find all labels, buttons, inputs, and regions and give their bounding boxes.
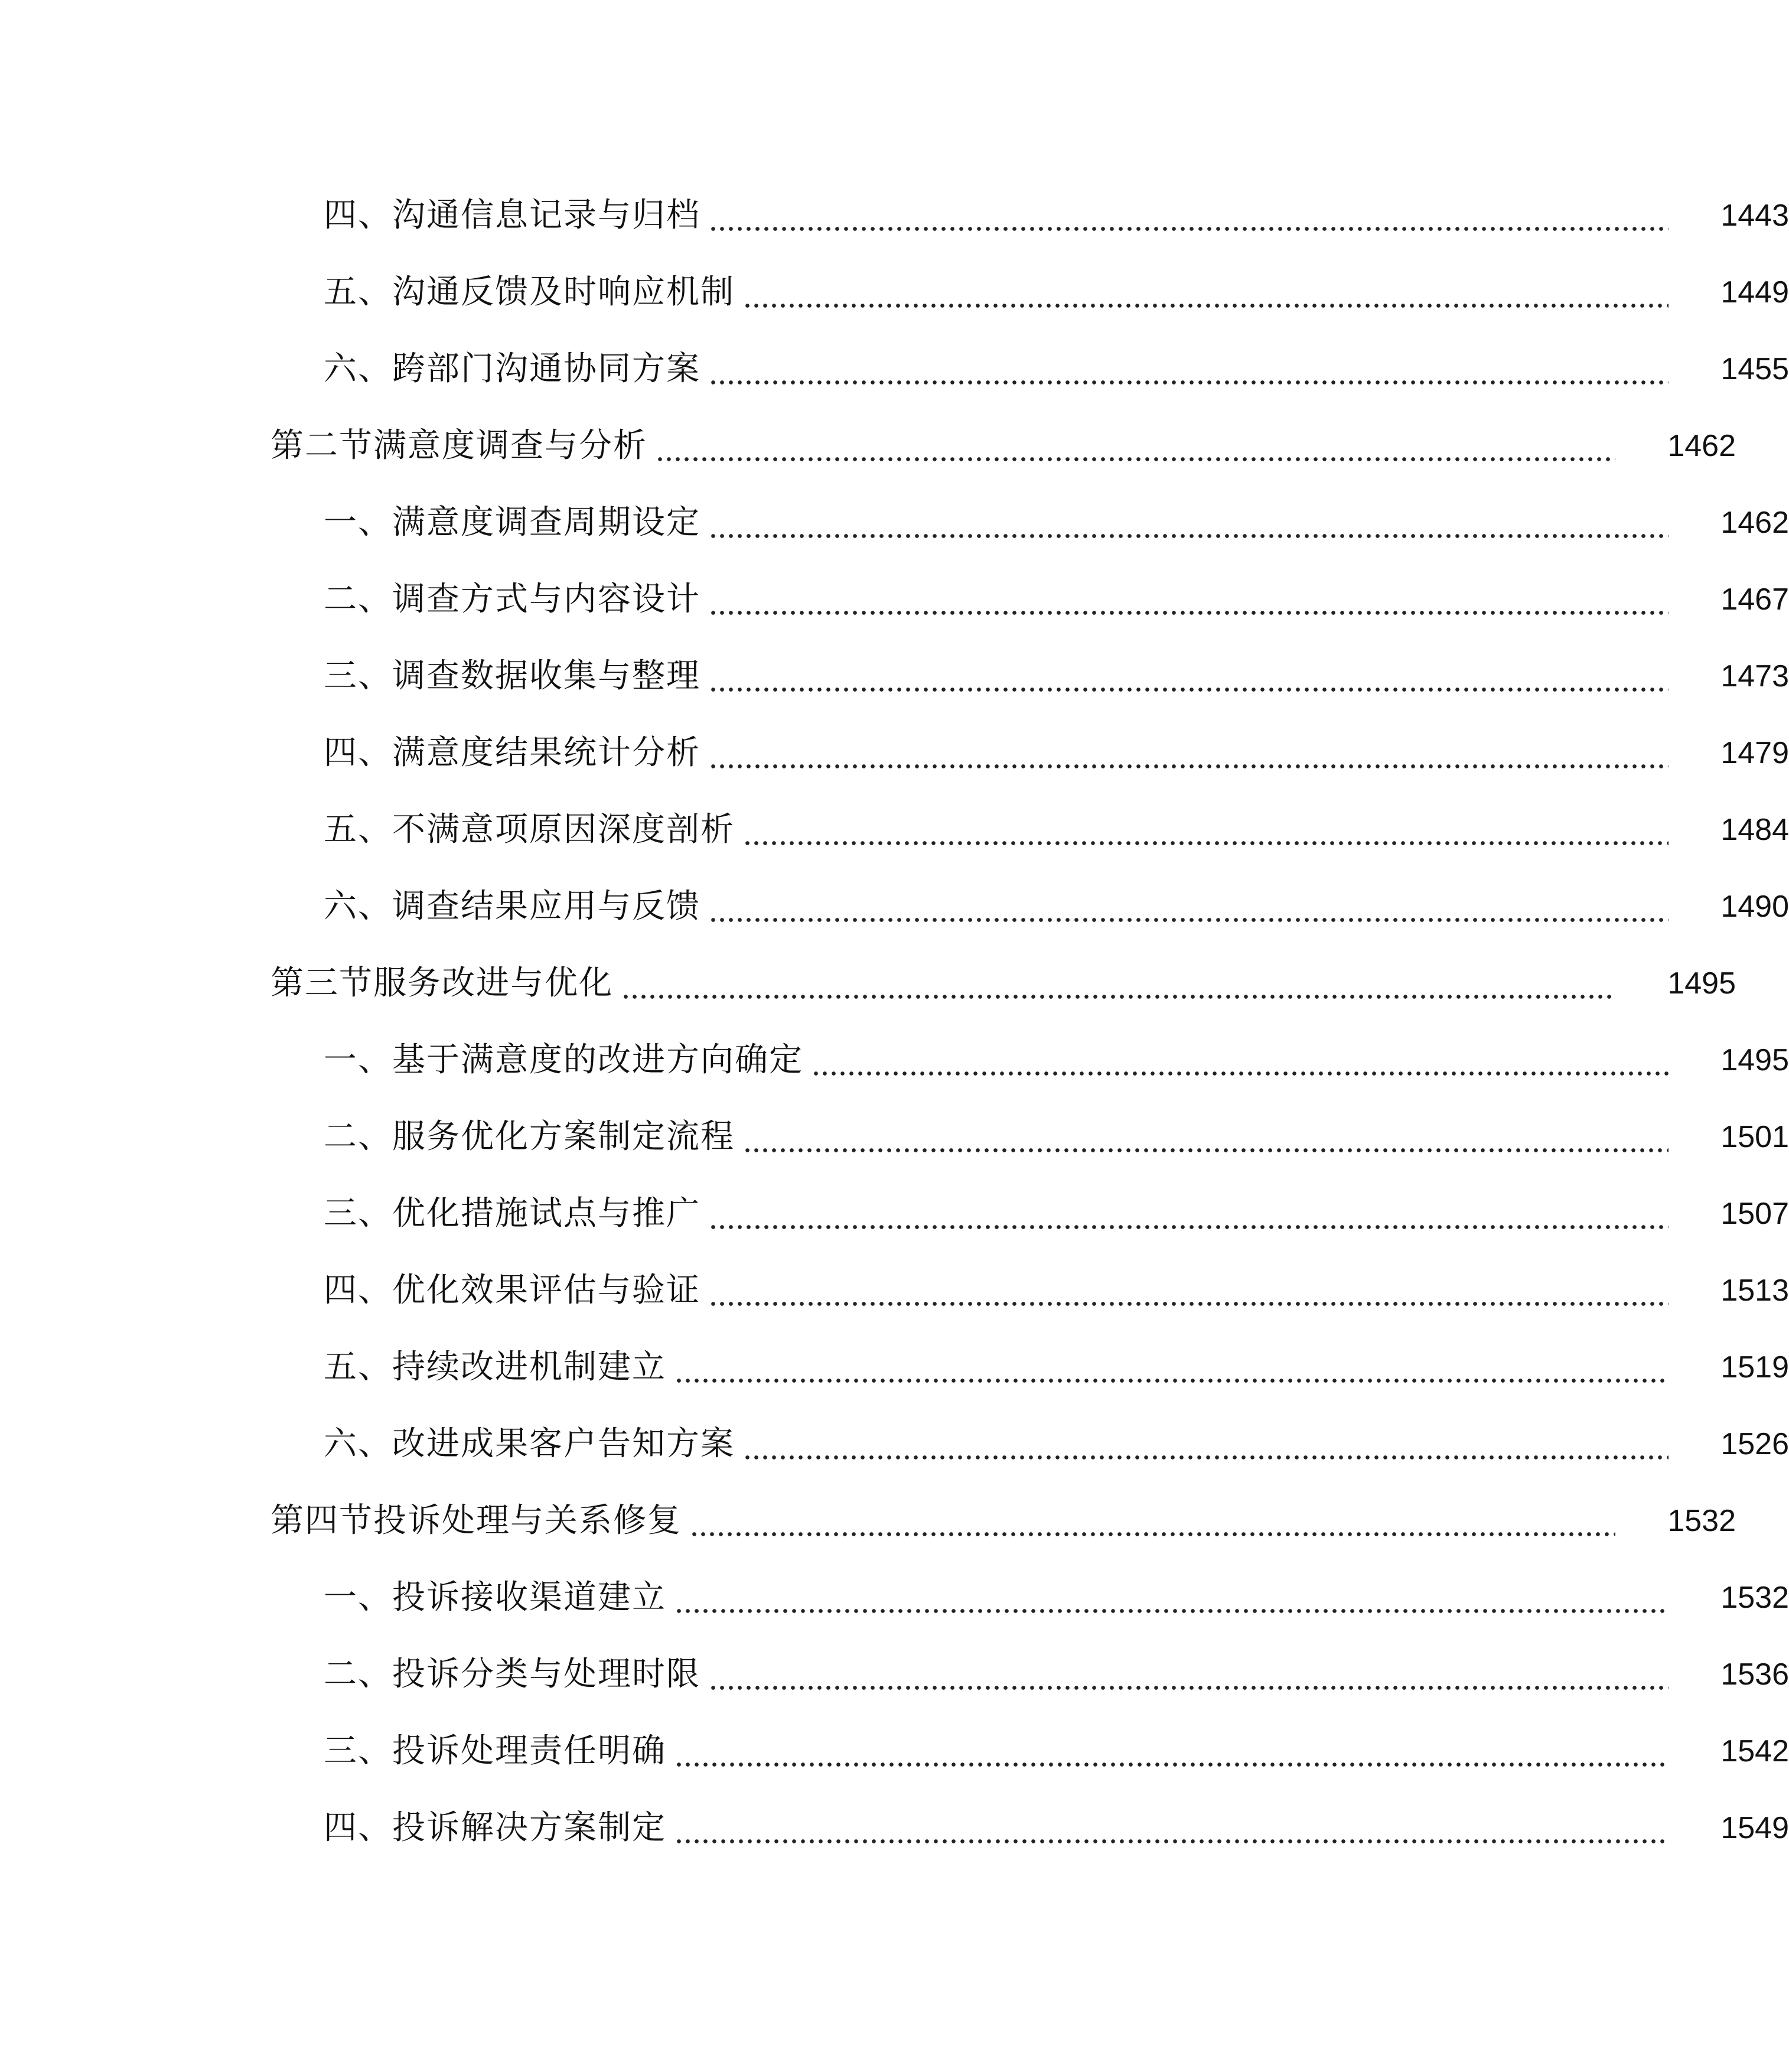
dot-leader <box>709 659 1669 694</box>
dot-leader <box>743 1119 1669 1155</box>
toc-page-number: 1449 <box>1720 275 1789 310</box>
toc-entry-wrap <box>0 1028 1789 1093</box>
toc-entry[interactable] <box>0 1258 1789 1323</box>
toc-entry[interactable] <box>0 644 1789 709</box>
dot-leader <box>656 428 1615 464</box>
toc-entry-wrap <box>0 797 1789 862</box>
toc-section-entry[interactable] <box>0 413 1736 478</box>
toc-entry-label: 一、满意度调查周期设定 <box>324 503 700 542</box>
toc-page-number: 1501 <box>1720 1120 1789 1154</box>
dot-leader <box>709 582 1669 617</box>
toc-section-entry[interactable] <box>0 1488 1736 1553</box>
toc-page-number: 1462 <box>1720 506 1789 540</box>
toc-entry[interactable] <box>0 567 1789 632</box>
toc-entry-label: 第三节服务改进与优化 <box>271 964 613 1002</box>
toc-entry-wrap <box>0 1412 1789 1477</box>
dot-leader <box>709 735 1669 771</box>
toc-entry-wrap <box>0 260 1789 325</box>
toc-entry-label: 第四节投诉处理与关系修复 <box>271 1501 682 1540</box>
dot-leader <box>674 1580 1669 1615</box>
toc-entry-wrap <box>0 337 1789 402</box>
toc-entry-label: 二、调查方式与内容设计 <box>324 580 700 618</box>
toc-page-number: 1443 <box>1720 198 1789 233</box>
toc-entry-label: 六、跨部门沟通协同方案 <box>324 350 700 388</box>
toc-entry[interactable] <box>0 490 1789 555</box>
toc-entry-wrap <box>0 1796 1789 1861</box>
toc-entry[interactable] <box>0 260 1789 325</box>
dot-leader <box>674 1810 1669 1846</box>
toc-page-number: 1455 <box>1720 352 1789 386</box>
toc-entry-wrap <box>0 413 1736 478</box>
toc-entry-wrap <box>0 1488 1736 1553</box>
toc-page-number: 1542 <box>1720 1734 1789 1768</box>
toc-entry-wrap <box>0 1105 1789 1169</box>
dot-leader <box>743 1426 1669 1462</box>
dot-leader <box>812 1042 1669 1078</box>
toc-page-number: 1495 <box>1720 1043 1789 1077</box>
toc-entry-wrap <box>0 721 1789 786</box>
dot-leader <box>621 966 1615 1001</box>
dot-leader <box>709 889 1669 924</box>
toc-page-number: 1467 <box>1720 582 1789 617</box>
toc-entry[interactable] <box>0 1796 1789 1861</box>
toc-entry-wrap <box>0 183 1789 248</box>
dot-leader <box>674 1734 1669 1769</box>
toc-entry[interactable] <box>0 1412 1789 1477</box>
toc-entry-wrap <box>0 1642 1789 1707</box>
toc-entry-wrap <box>0 1719 1789 1784</box>
toc-entry[interactable] <box>0 1719 1789 1784</box>
toc-page-number: 1479 <box>1720 736 1789 770</box>
toc-entry[interactable] <box>0 1028 1789 1093</box>
toc-page-number: 1490 <box>1720 890 1789 924</box>
dot-leader <box>709 1196 1669 1232</box>
toc-page-number: 1462 <box>1667 429 1736 463</box>
toc-entry-wrap <box>0 490 1789 555</box>
toc-section-entry[interactable] <box>0 951 1736 1016</box>
toc-entry-wrap <box>0 1335 1789 1400</box>
toc-entry-label: 五、不满意项原因深度剖析 <box>324 810 735 849</box>
dot-leader <box>690 1503 1615 1539</box>
toc-page-number: 1495 <box>1667 966 1736 1001</box>
toc-entry-wrap <box>0 1258 1789 1323</box>
toc-entry[interactable] <box>0 1181 1789 1246</box>
toc-entry[interactable] <box>0 1105 1789 1169</box>
toc-entry-label: 四、沟通信息记录与归档 <box>324 196 700 234</box>
toc-page-number: 1484 <box>1720 813 1789 847</box>
dot-leader <box>709 1273 1669 1308</box>
toc-entry[interactable] <box>0 183 1789 248</box>
toc-entry-label: 三、优化措施试点与推广 <box>324 1194 700 1233</box>
toc-entry-label: 一、基于满意度的改进方向确定 <box>324 1041 803 1079</box>
toc-entry-label: 二、服务优化方案制定流程 <box>324 1118 735 1156</box>
toc-page-number: 1532 <box>1667 1504 1736 1538</box>
toc-entry-label: 一、投诉接收渠道建立 <box>324 1578 666 1617</box>
toc-entry-label: 四、满意度结果统计分析 <box>324 734 700 772</box>
toc-entry-label: 三、投诉处理责任明确 <box>324 1732 666 1770</box>
toc-entry-wrap <box>0 1181 1789 1246</box>
toc-entry[interactable] <box>0 874 1789 939</box>
toc-entry-wrap <box>0 1565 1789 1630</box>
toc-page-number: 1526 <box>1720 1427 1789 1461</box>
toc-page-number: 1519 <box>1720 1350 1789 1384</box>
toc-entry-label: 五、持续改进机制建立 <box>324 1348 666 1386</box>
toc-entry-wrap <box>0 951 1736 1016</box>
toc-entry-label: 三、调查数据收集与整理 <box>324 657 700 695</box>
toc-entry[interactable] <box>0 1642 1789 1707</box>
toc-entry[interactable] <box>0 797 1789 862</box>
toc-entry-label: 五、沟通反馈及时响应机制 <box>324 273 735 311</box>
toc-entry-label: 六、调查结果应用与反馈 <box>324 887 700 926</box>
toc-entry[interactable] <box>0 721 1789 786</box>
dot-leader <box>709 505 1669 540</box>
toc-page-number: 1536 <box>1720 1657 1789 1692</box>
toc-entry-label: 第二节满意度调查与分析 <box>271 426 647 465</box>
toc-entry-wrap <box>0 644 1789 709</box>
toc-entry-label: 四、投诉解决方案制定 <box>324 1809 666 1847</box>
toc-entry-wrap <box>0 567 1789 632</box>
toc-entry-label: 二、投诉分类与处理时限 <box>324 1655 700 1693</box>
dot-leader <box>674 1350 1669 1385</box>
toc-page-number: 1473 <box>1720 659 1789 693</box>
toc-entry[interactable] <box>0 1565 1789 1630</box>
dot-leader <box>743 812 1669 848</box>
toc-page-number: 1549 <box>1720 1811 1789 1845</box>
dot-leader <box>709 1657 1669 1692</box>
toc-page-number: 1507 <box>1720 1197 1789 1231</box>
dot-leader <box>743 275 1669 310</box>
toc-entry-label: 四、优化效果评估与验证 <box>324 1271 700 1309</box>
toc-entry-label: 六、改进成果客户告知方案 <box>324 1425 735 1463</box>
dot-leader <box>709 198 1669 233</box>
toc-entry-wrap <box>0 874 1789 939</box>
dot-leader <box>709 351 1669 387</box>
toc-entry[interactable] <box>0 1335 1789 1400</box>
toc-page-number: 1532 <box>1720 1581 1789 1615</box>
toc-entry[interactable] <box>0 337 1789 402</box>
toc-page-number: 1513 <box>1720 1273 1789 1308</box>
